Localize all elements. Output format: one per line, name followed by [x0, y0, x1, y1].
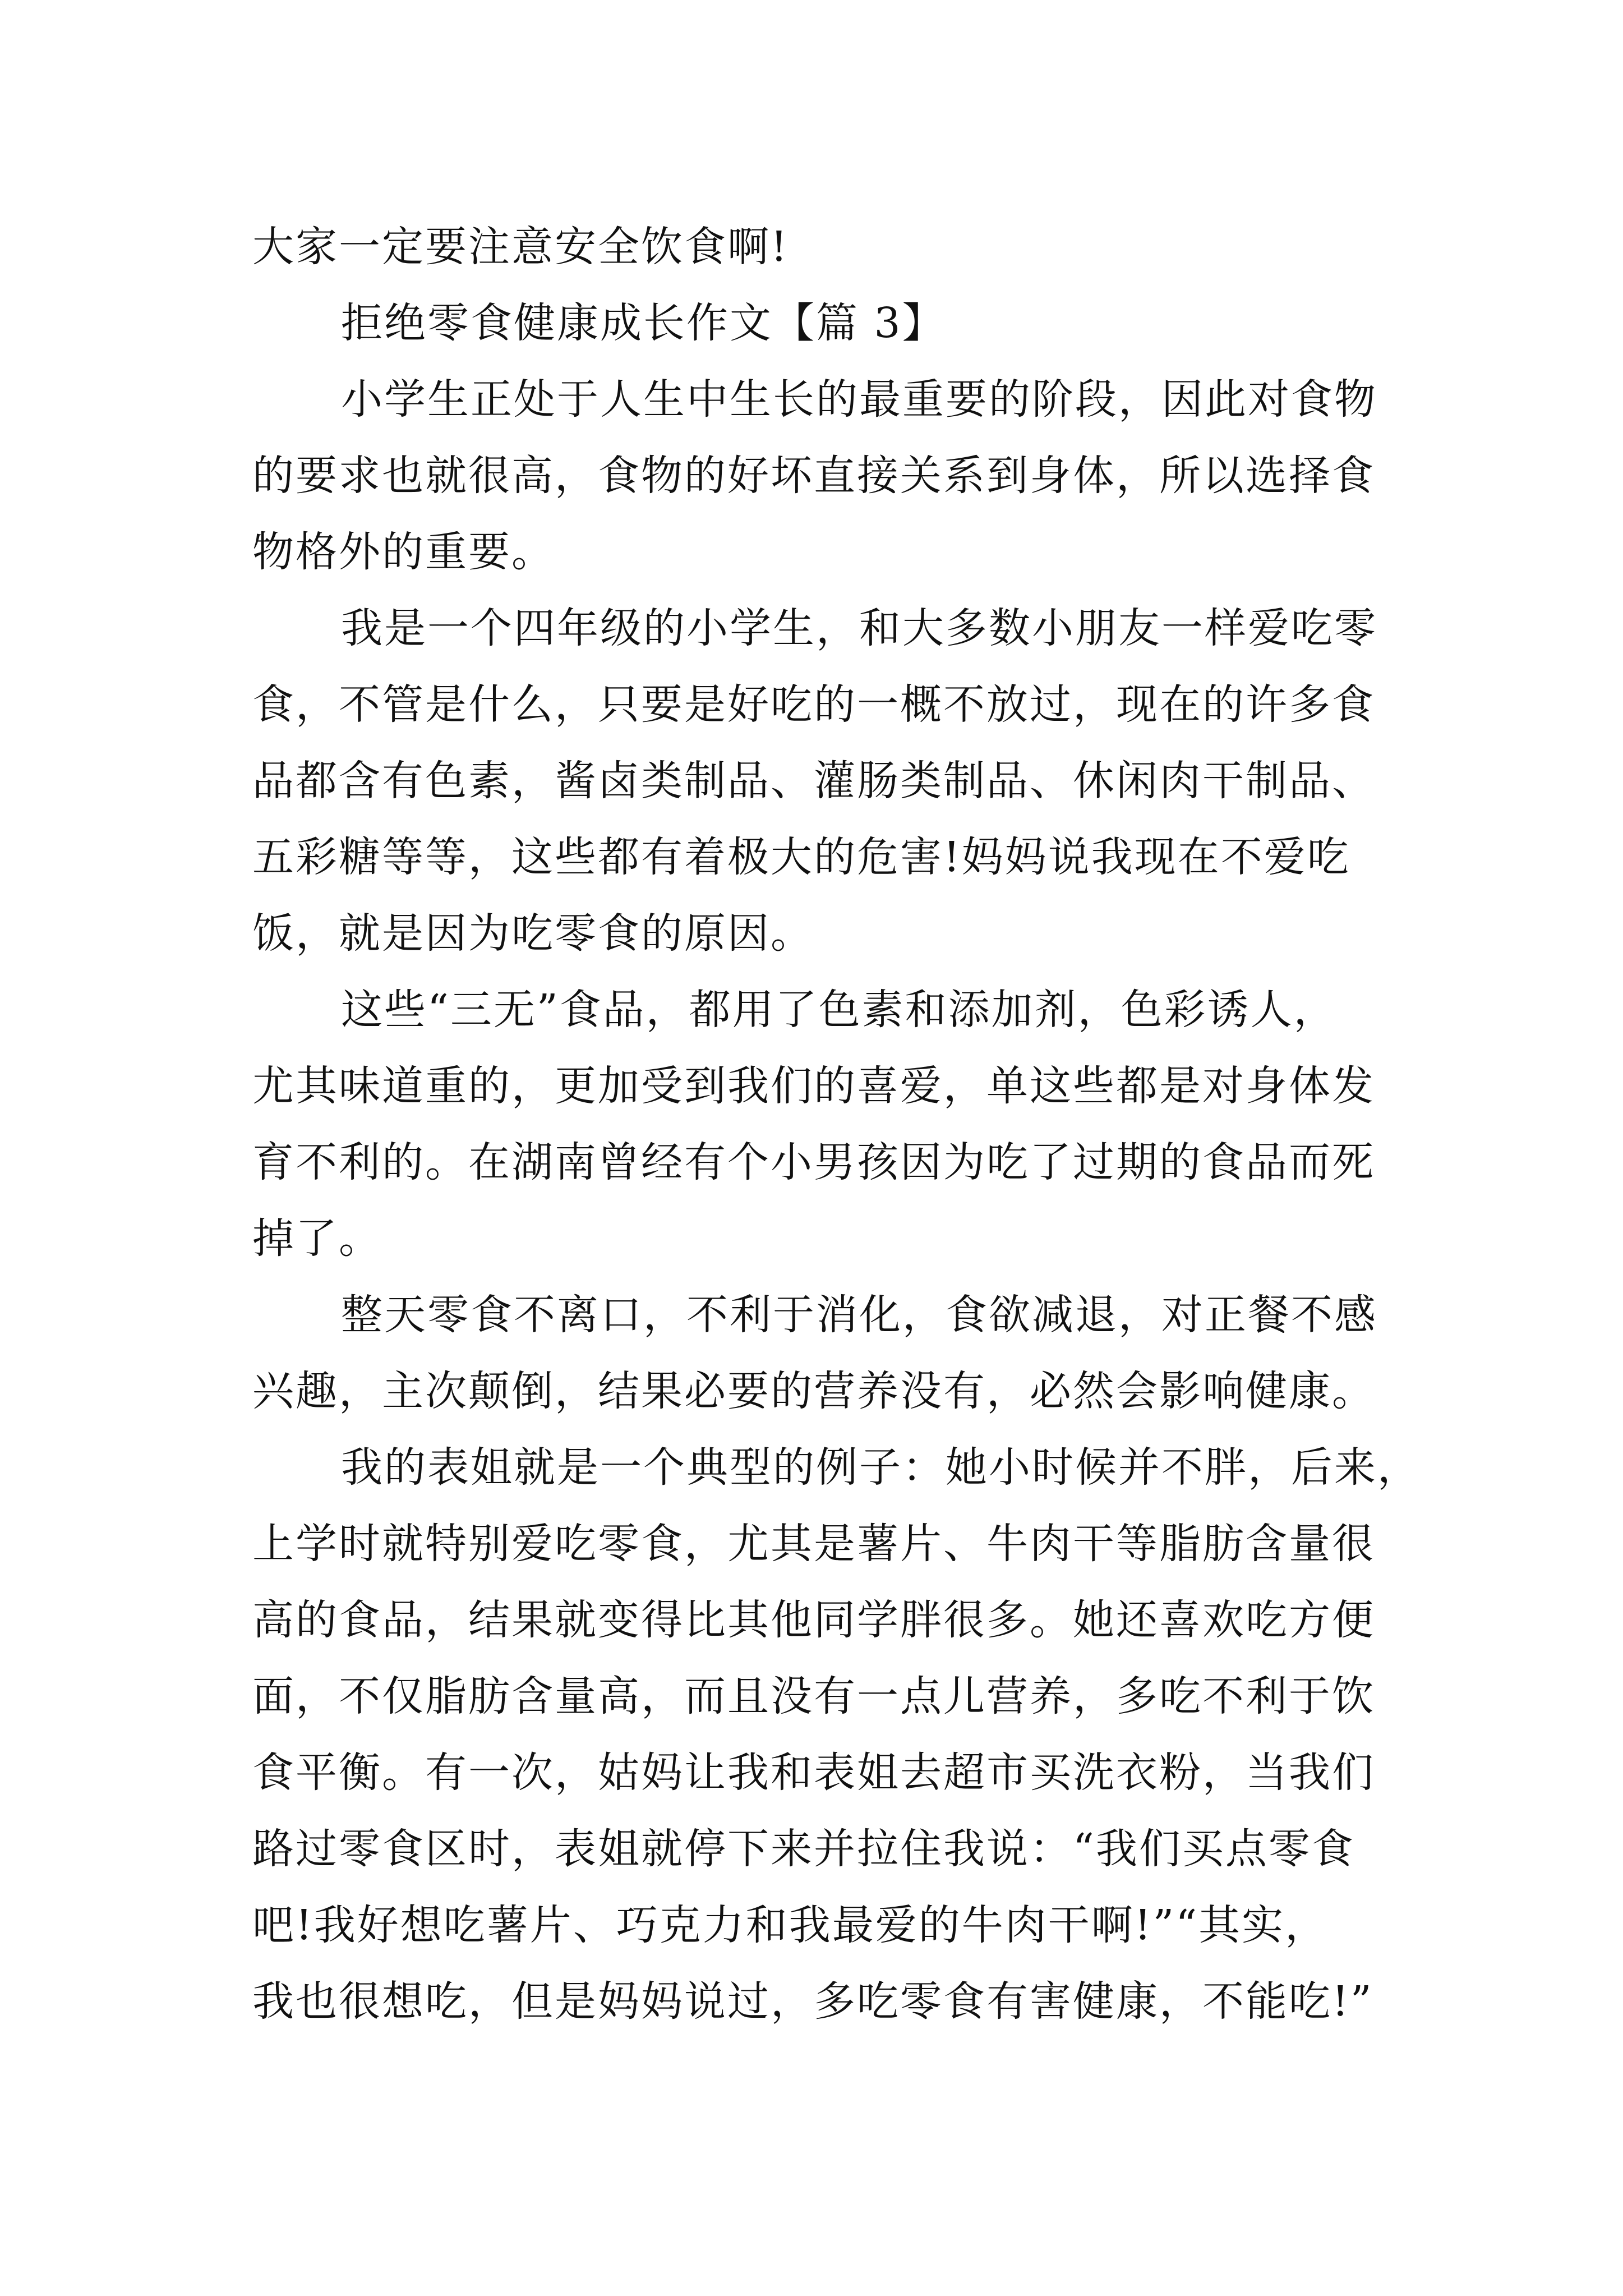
paragraph-line: 育不利的。在湖南曾经有个小男孩因为吃了过期的食品而死: [252, 1138, 1375, 1186]
paragraph-line: 品都含有色素，酱卤类制品、灌肠类制品、休闲肉干制品、: [252, 757, 1375, 805]
paragraph-line: 我是一个四年级的小学生，和大多数小朋友一样爱吃零: [341, 604, 1377, 652]
paragraph-line: 高的食品，结果就变得比其他同学胖很多。她还喜欢吃方便: [252, 1596, 1375, 1644]
paragraph-line: 我的表姐就是一个典型的例子：她小时候并不胖，后来，: [341, 1443, 1421, 1492]
paragraph-line: 我也很想吃，但是妈妈说过，多吃零食有害健康，不能吃!”: [252, 1977, 1373, 2026]
paragraph-line: 上学时就特别爱吃零食，尤其是薯片、牛肉干等脂肪含量很: [252, 1520, 1375, 1568]
document-page: [252, 209, 1421, 2040]
paragraph-line: 食，不管是什么，只要是好吃的一概不放过，现在的许多食: [252, 680, 1375, 729]
section-heading: 拒绝零食健康成长作文【篇 3】: [341, 299, 946, 347]
paragraph-line: 五彩糖等等，这些都有着极大的危害!妈妈说我现在不爱吃: [252, 833, 1350, 881]
paragraph-line: 路过零食区时，表姐就停下来并拉住我说：“我们买点零食: [252, 1825, 1355, 1873]
paragraph-line: 小学生正处于人生中生长的最重要的阶段，因此对食物: [341, 375, 1377, 424]
paragraph-line: 的要求也就很高，食物的好坏直接关系到身体，所以选择食: [252, 452, 1375, 500]
paragraph-line: 整天零食不离口，不利于消化，食欲减退，对正餐不感: [341, 1291, 1377, 1339]
paragraph-line: 尤其味道重的，更加受到我们的喜爱，单这些都是对身体发: [252, 1062, 1375, 1110]
paragraph-line: 吧!我好想吃薯片、巧克力和我最爱的牛肉干啊!”“其实，: [252, 1901, 1329, 1949]
paragraph-line: 物格外的重要。: [252, 528, 555, 576]
paragraph-line: 兴趣，主次颠倒，结果必要的营养没有，必然会影响健康。: [252, 1367, 1375, 1415]
text-line: 大家一定要注意安全饮食啊!: [252, 223, 789, 271]
paragraph-line: 饭，就是因为吃零食的原因。: [252, 909, 814, 958]
paragraph-line: 掉了。: [252, 1214, 382, 1263]
paragraph-line: 这些“三无”食品，都用了色素和添加剂，色彩诱人，: [341, 986, 1337, 1034]
paragraph-line: 食平衡。有一次，姑妈让我和表姐去超市买洗衣粉，当我们: [252, 1749, 1375, 1797]
paragraph-line: 面，不仅脂肪含量高，而且没有一点儿营养，多吃不利于饮: [252, 1672, 1375, 1720]
